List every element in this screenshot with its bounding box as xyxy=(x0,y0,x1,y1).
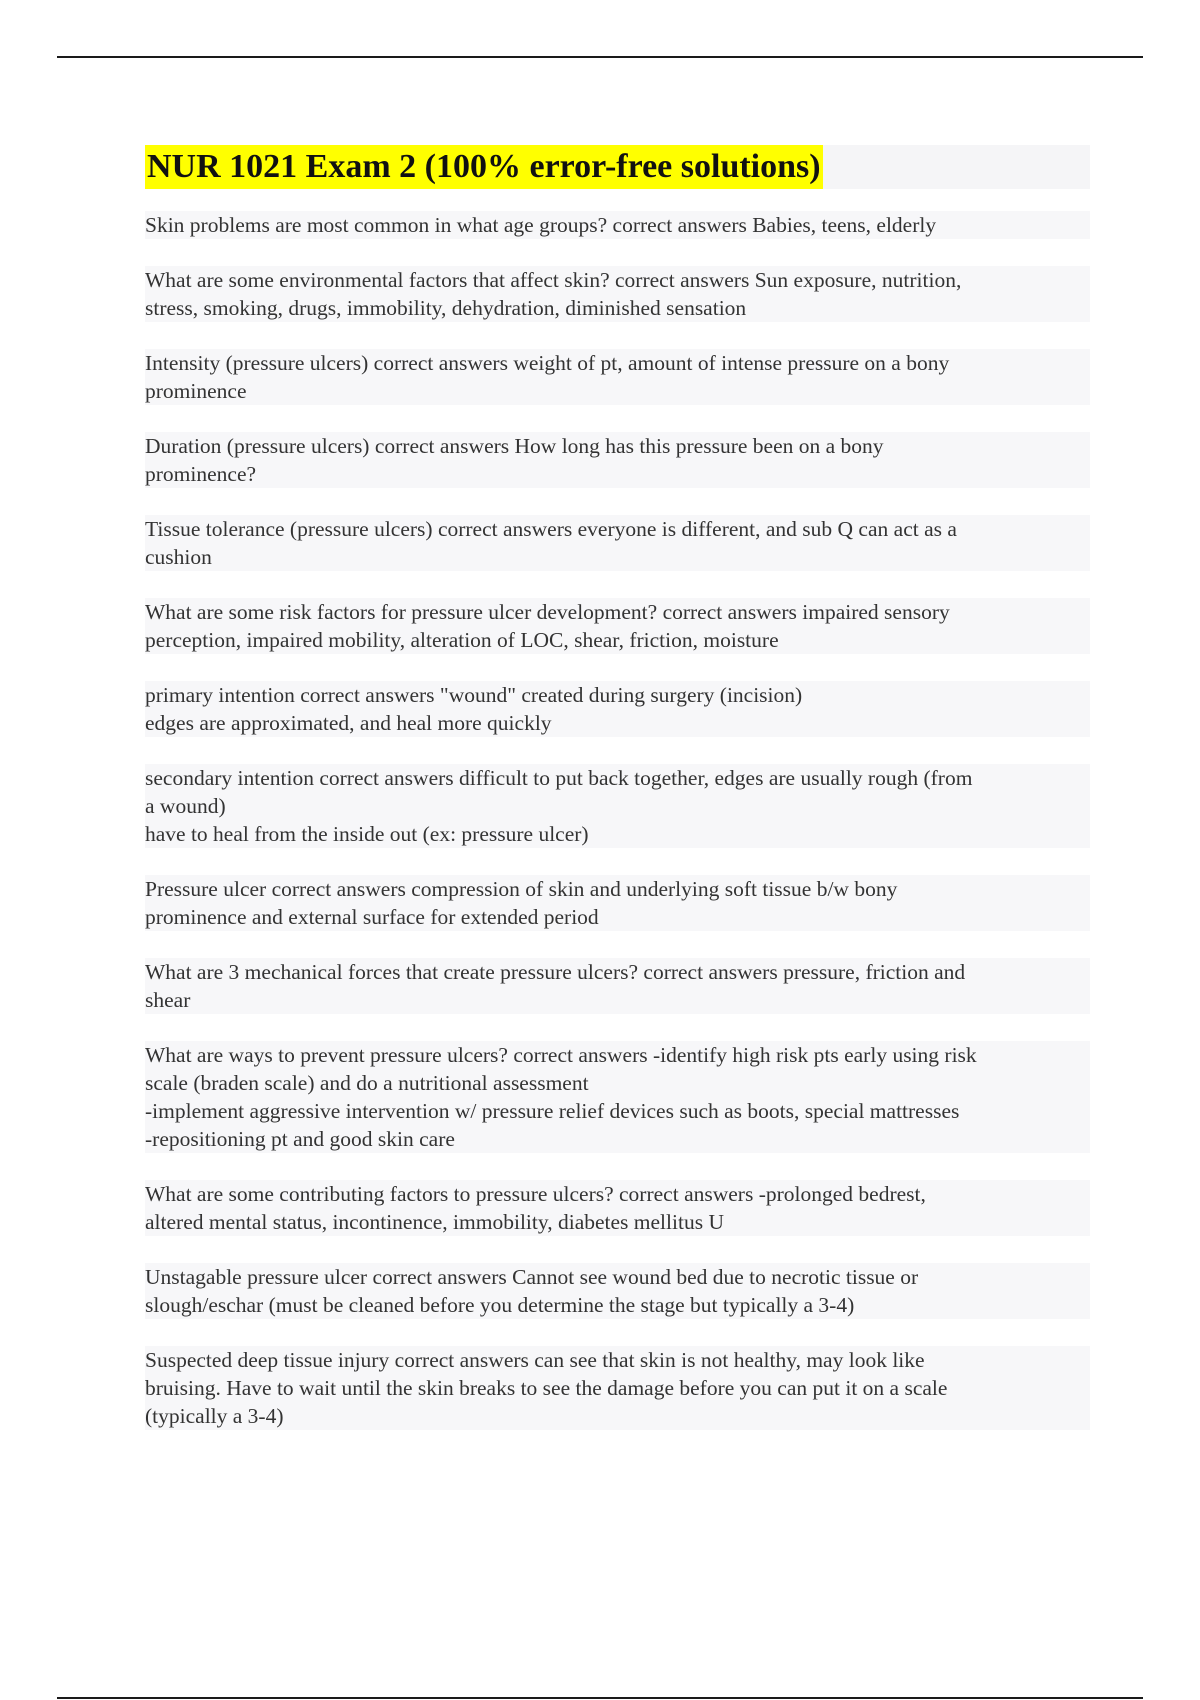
qa-line: secondary intention correct answers difficult to put back together, edges are usually rough (from xyxy=(145,766,973,790)
qa-line: scale (braden scale) and do a nutritional assessment xyxy=(145,1071,589,1095)
qa-line: Unstagable pressure ulcer correct answers Cannot see wound bed due to necrotic tissue or xyxy=(145,1265,919,1289)
qa-line: -repositioning pt and good skin care xyxy=(145,1127,455,1151)
qa-line: Tissue tolerance (pressure ulcers) correct answers everyone is different, and sub Q can act as a xyxy=(145,517,957,541)
qa-line: a wound) xyxy=(145,794,226,818)
qa-line: What are some environmental factors that affect skin? correct answers Sun exposure, nutrition, xyxy=(145,268,962,292)
top-rule xyxy=(57,56,1143,58)
qa-item xyxy=(145,515,1090,571)
qa-line: bruising. Have to wait until the skin breaks to see the damage before you can put it on a scale xyxy=(145,1376,948,1400)
qa-line: Skin problems are most common in what age groups? correct answers Babies, teens, elderly xyxy=(145,213,937,237)
qa-item xyxy=(145,432,1090,488)
qa-line: (typically a 3-4) xyxy=(145,1404,284,1428)
qa-line: shear xyxy=(145,988,191,1012)
qa-item xyxy=(145,598,1090,654)
qa-line: slough/eschar (must be cleaned before you determine the stage but typically a 3-4) xyxy=(145,1293,855,1317)
qa-item xyxy=(145,875,1090,931)
qa-line: stress, smoking, drugs, immobility, dehydration, diminished sensation xyxy=(145,296,747,320)
bottom-rule xyxy=(57,1697,1143,1699)
qa-item xyxy=(145,1263,1090,1319)
qa-line: What are 3 mechanical forces that create pressure ulcers? correct answers pressure, friction and xyxy=(145,960,966,984)
qa-list xyxy=(145,211,1090,1430)
qa-item xyxy=(145,266,1090,322)
qa-line: What are some risk factors for pressure ulcer development? correct answers impaired sensory xyxy=(145,600,950,624)
qa-line: Duration (pressure ulcers) correct answers How long has this pressure been on a bony xyxy=(145,434,884,458)
document-title: NUR 1021 Exam 2 (100% error-free solutions) xyxy=(145,145,823,189)
qa-item xyxy=(145,1180,1090,1236)
qa-item xyxy=(145,1346,1090,1430)
qa-line: -implement aggressive intervention w/ pressure relief devices such as boots, special mattresses xyxy=(145,1099,960,1123)
qa-line: Pressure ulcer correct answers compression of skin and underlying soft tissue b/w bony xyxy=(145,877,898,901)
qa-line: What are some contributing factors to pressure ulcers? correct answers -prolonged bedrest, xyxy=(145,1182,926,1206)
qa-item xyxy=(145,211,1090,239)
qa-line: cushion xyxy=(145,545,212,569)
qa-line: perception, impaired mobility, alteration of LOC, shear, friction, moisture xyxy=(145,628,779,652)
title-row xyxy=(145,145,1090,189)
qa-line: prominence and external surface for extended period xyxy=(145,905,599,929)
qa-line: altered mental status, incontinence, immobility, diabetes mellitus U xyxy=(145,1210,724,1234)
qa-line: What are ways to prevent pressure ulcers? correct answers -identify high risk pts early using risk xyxy=(145,1043,977,1067)
qa-line: prominence? xyxy=(145,462,257,486)
qa-line: edges are approximated, and heal more quickly xyxy=(145,711,552,735)
qa-item xyxy=(145,349,1090,405)
qa-line: have to heal from the inside out (ex: pressure ulcer) xyxy=(145,822,589,846)
qa-line: Suspected deep tissue injury correct answers can see that skin is not healthy, may look like xyxy=(145,1348,925,1372)
qa-item xyxy=(145,958,1090,1014)
qa-line: Intensity (pressure ulcers) correct answers weight of pt, amount of intense pressure on a bony xyxy=(145,351,950,375)
qa-item xyxy=(145,764,1090,848)
qa-line: prominence xyxy=(145,379,247,403)
qa-line: primary intention correct answers "wound" created during surgery (incision) xyxy=(145,683,803,707)
qa-item xyxy=(145,1041,1090,1153)
document-body xyxy=(145,145,1090,1457)
qa-item xyxy=(145,681,1090,737)
